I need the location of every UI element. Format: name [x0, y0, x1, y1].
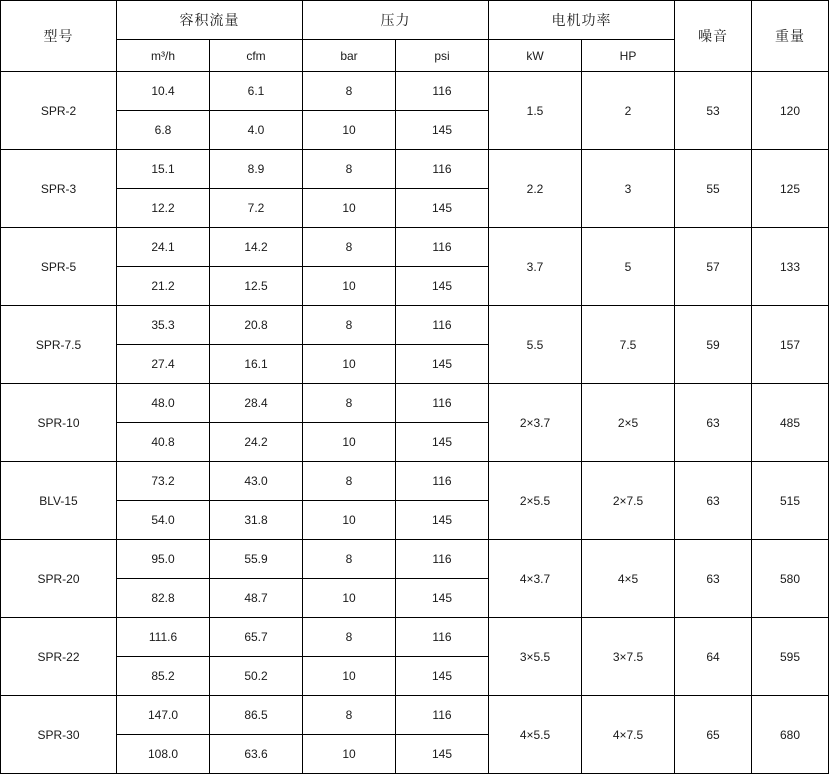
cell-power-hp: 7.5	[582, 306, 675, 384]
cell-weight: 133	[752, 228, 829, 306]
cell-flow-m3h: 108.0	[117, 735, 210, 774]
cell-model: SPR-20	[1, 540, 117, 618]
cell-power-kw: 2.2	[489, 150, 582, 228]
cell-pressure-psi: 145	[396, 579, 489, 618]
cell-noise: 63	[675, 540, 752, 618]
cell-pressure-psi: 145	[396, 657, 489, 696]
header-volumetric-flow: 容积流量	[117, 1, 303, 40]
cell-pressure-bar: 8	[303, 696, 396, 735]
table-row	[1, 150, 829, 189]
cell-noise: 65	[675, 696, 752, 774]
unit-power-hp: HP	[582, 40, 675, 72]
cell-pressure-bar: 10	[303, 579, 396, 618]
cell-flow-cfm: 48.7	[210, 579, 303, 618]
cell-weight: 580	[752, 540, 829, 618]
cell-pressure-psi: 145	[396, 735, 489, 774]
unit-pressure-bar: bar	[303, 40, 396, 72]
cell-model: BLV-15	[1, 462, 117, 540]
cell-pressure-bar: 10	[303, 657, 396, 696]
cell-weight: 125	[752, 150, 829, 228]
cell-pressure-psi: 116	[396, 384, 489, 423]
cell-flow-m3h: 24.1	[117, 228, 210, 267]
cell-flow-cfm: 28.4	[210, 384, 303, 423]
cell-weight: 515	[752, 462, 829, 540]
header-motor-power: 电机功率	[489, 1, 675, 40]
cell-pressure-bar: 8	[303, 150, 396, 189]
cell-model: SPR-22	[1, 618, 117, 696]
unit-pressure-psi: psi	[396, 40, 489, 72]
cell-power-hp: 2	[582, 72, 675, 150]
cell-power-kw: 4×3.7	[489, 540, 582, 618]
cell-noise: 63	[675, 384, 752, 462]
table-body	[1, 1, 829, 774]
cell-flow-m3h: 6.8	[117, 111, 210, 150]
cell-model: SPR-2	[1, 72, 117, 150]
cell-flow-cfm: 4.0	[210, 111, 303, 150]
cell-flow-m3h: 35.3	[117, 306, 210, 345]
cell-noise: 63	[675, 462, 752, 540]
cell-power-hp: 4×7.5	[582, 696, 675, 774]
cell-power-kw: 4×5.5	[489, 696, 582, 774]
cell-flow-cfm: 63.6	[210, 735, 303, 774]
cell-flow-cfm: 7.2	[210, 189, 303, 228]
cell-noise: 59	[675, 306, 752, 384]
cell-model: SPR-5	[1, 228, 117, 306]
cell-flow-cfm: 55.9	[210, 540, 303, 579]
cell-noise: 57	[675, 228, 752, 306]
cell-flow-m3h: 73.2	[117, 462, 210, 501]
cell-noise: 55	[675, 150, 752, 228]
cell-flow-m3h: 85.2	[117, 657, 210, 696]
cell-pressure-psi: 145	[396, 345, 489, 384]
header-model: 型号	[1, 1, 117, 72]
table-row	[1, 696, 829, 735]
cell-flow-cfm: 65.7	[210, 618, 303, 657]
cell-flow-cfm: 16.1	[210, 345, 303, 384]
cell-power-hp: 3×7.5	[582, 618, 675, 696]
cell-pressure-psi: 116	[396, 618, 489, 657]
cell-flow-cfm: 31.8	[210, 501, 303, 540]
table-row	[1, 540, 829, 579]
cell-pressure-bar: 8	[303, 540, 396, 579]
cell-flow-m3h: 82.8	[117, 579, 210, 618]
cell-pressure-psi: 116	[396, 228, 489, 267]
cell-power-hp: 2×5	[582, 384, 675, 462]
cell-pressure-bar: 10	[303, 189, 396, 228]
cell-flow-m3h: 111.6	[117, 618, 210, 657]
cell-pressure-bar: 10	[303, 111, 396, 150]
cell-power-hp: 4×5	[582, 540, 675, 618]
cell-flow-cfm: 14.2	[210, 228, 303, 267]
cell-pressure-bar: 10	[303, 735, 396, 774]
cell-weight: 120	[752, 72, 829, 150]
unit-power-kw: kW	[489, 40, 582, 72]
table-row	[1, 618, 829, 657]
cell-pressure-bar: 8	[303, 384, 396, 423]
table-row	[1, 384, 829, 423]
cell-flow-cfm: 43.0	[210, 462, 303, 501]
cell-flow-m3h: 12.2	[117, 189, 210, 228]
table-row	[1, 228, 829, 267]
cell-flow-m3h: 10.4	[117, 72, 210, 111]
cell-model: SPR-30	[1, 696, 117, 774]
cell-flow-m3h: 54.0	[117, 501, 210, 540]
table-row	[1, 72, 829, 111]
cell-power-kw: 3×5.5	[489, 618, 582, 696]
cell-weight: 485	[752, 384, 829, 462]
cell-weight: 680	[752, 696, 829, 774]
cell-power-hp: 2×7.5	[582, 462, 675, 540]
cell-flow-m3h: 40.8	[117, 423, 210, 462]
cell-flow-cfm: 86.5	[210, 696, 303, 735]
cell-power-kw: 2×3.7	[489, 384, 582, 462]
cell-flow-m3h: 21.2	[117, 267, 210, 306]
cell-pressure-bar: 10	[303, 267, 396, 306]
cell-flow-cfm: 20.8	[210, 306, 303, 345]
cell-power-kw: 1.5	[489, 72, 582, 150]
cell-power-hp: 5	[582, 228, 675, 306]
cell-power-kw: 3.7	[489, 228, 582, 306]
table-row	[1, 462, 829, 501]
cell-pressure-psi: 145	[396, 267, 489, 306]
cell-pressure-bar: 8	[303, 306, 396, 345]
header-pressure: 压力	[303, 1, 489, 40]
cell-power-kw: 5.5	[489, 306, 582, 384]
cell-flow-cfm: 24.2	[210, 423, 303, 462]
cell-pressure-psi: 116	[396, 150, 489, 189]
cell-pressure-bar: 10	[303, 345, 396, 384]
cell-noise: 64	[675, 618, 752, 696]
cell-flow-cfm: 50.2	[210, 657, 303, 696]
header-noise: 噪音	[675, 1, 752, 72]
cell-model: SPR-3	[1, 150, 117, 228]
cell-pressure-psi: 145	[396, 501, 489, 540]
cell-pressure-psi: 116	[396, 306, 489, 345]
cell-pressure-bar: 8	[303, 228, 396, 267]
cell-noise: 53	[675, 72, 752, 150]
cell-pressure-psi: 116	[396, 696, 489, 735]
cell-flow-m3h: 147.0	[117, 696, 210, 735]
cell-weight: 595	[752, 618, 829, 696]
cell-flow-cfm: 12.5	[210, 267, 303, 306]
cell-flow-m3h: 48.0	[117, 384, 210, 423]
cell-model: SPR-10	[1, 384, 117, 462]
table-row	[1, 306, 829, 345]
cell-flow-m3h: 95.0	[117, 540, 210, 579]
cell-power-kw: 2×5.5	[489, 462, 582, 540]
cell-weight: 157	[752, 306, 829, 384]
cell-pressure-psi: 116	[396, 540, 489, 579]
unit-flow-cfm: cfm	[210, 40, 303, 72]
cell-pressure-psi: 116	[396, 72, 489, 111]
cell-pressure-bar: 10	[303, 423, 396, 462]
cell-pressure-bar: 8	[303, 72, 396, 111]
cell-flow-m3h: 15.1	[117, 150, 210, 189]
cell-pressure-psi: 145	[396, 111, 489, 150]
cell-pressure-psi: 116	[396, 462, 489, 501]
table-header-group-row	[1, 1, 829, 40]
cell-flow-m3h: 27.4	[117, 345, 210, 384]
cell-pressure-psi: 145	[396, 423, 489, 462]
cell-pressure-bar: 8	[303, 618, 396, 657]
cell-power-hp: 3	[582, 150, 675, 228]
cell-flow-cfm: 8.9	[210, 150, 303, 189]
unit-flow-m3h: m³/h	[117, 40, 210, 72]
cell-pressure-psi: 145	[396, 189, 489, 228]
cell-model: SPR-7.5	[1, 306, 117, 384]
cell-pressure-bar: 8	[303, 462, 396, 501]
cell-pressure-bar: 10	[303, 501, 396, 540]
cell-flow-cfm: 6.1	[210, 72, 303, 111]
header-weight: 重量	[752, 1, 829, 72]
